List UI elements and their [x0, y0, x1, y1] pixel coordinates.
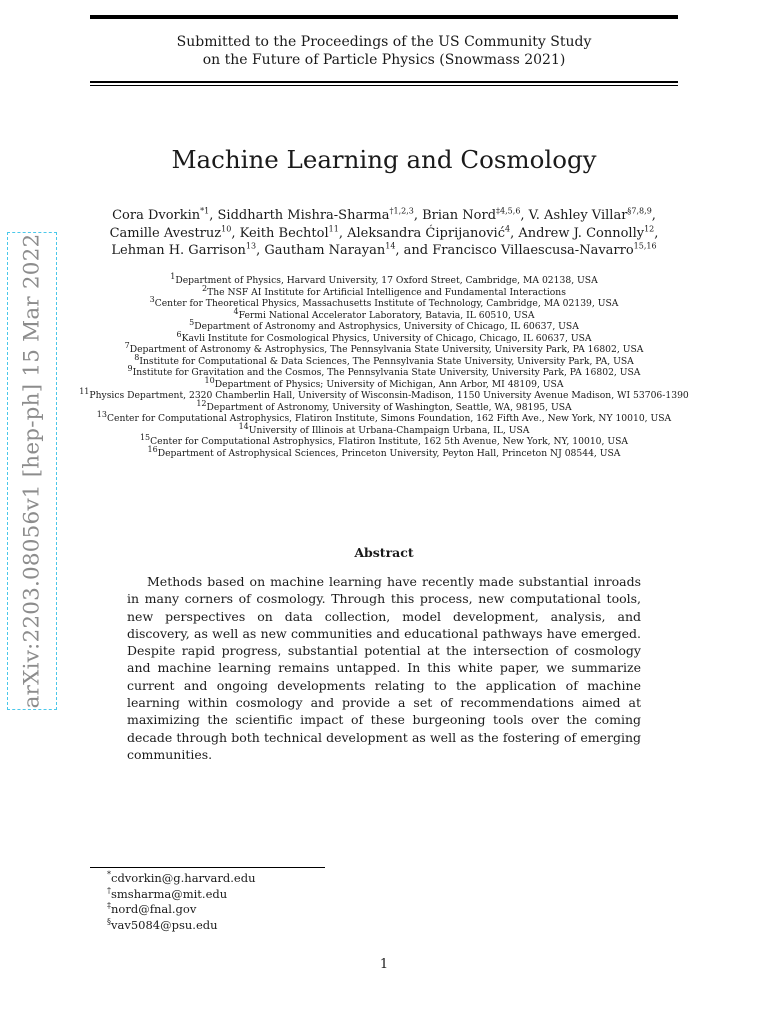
author [422, 208, 520, 223]
affiliation [60, 317, 708, 333]
affiliation-number: 14 [238, 421, 249, 431]
footnote-rule [90, 867, 325, 868]
footnote [107, 902, 256, 918]
affiliation-text: Department of Physics, Harvard University, 17 Oxford Street, Cambridge, MA 02138, USA [175, 275, 598, 286]
author [529, 208, 652, 223]
page-number: 1 [379, 957, 389, 972]
affiliation-text: Fermi National Accelerator Laboratory, Batavia, IL 60510, USA [238, 309, 535, 321]
affiliation [60, 363, 708, 379]
affiliation-number: 5 [189, 317, 195, 327]
author-name: Siddharth Mishra-Sharma [217, 208, 390, 223]
submission-line-2: on the Future of Particle Physics (Snowmass 2021) [202, 52, 566, 68]
affiliation-number: 15 [139, 432, 151, 442]
affiliation-number: 10 [204, 375, 215, 385]
footnote-email[interactable]: smsharma@mit.edu [111, 886, 228, 901]
author [112, 208, 209, 223]
abstract-heading: Abstract [354, 545, 414, 560]
author-name: Gautham Narayan [264, 243, 386, 258]
author-affiliation-marks: §7,8,9 [627, 206, 652, 216]
affiliation-text: Institute for Computational & Data Sciences, The Pennsylvania State University, University Park, PA, USA [139, 355, 634, 367]
author [264, 243, 395, 258]
affiliation-number: 16 [147, 444, 158, 454]
author [347, 226, 510, 241]
affiliation-number: 9 [127, 363, 133, 373]
affiliation-text: Center for Computational Astrophysics, Flatiron Institute, Simons Foundation, 162 Fifth Ave., New York, NY 10010, USA [106, 413, 672, 424]
affiliation-text: Department of Astronomy, University of Washington, Seattle, WA, 98195, USA [206, 401, 572, 413]
author [432, 243, 656, 258]
footnote-list [107, 871, 256, 933]
footnote [107, 918, 256, 934]
arxiv-identifier[interactable]: arXiv:2203.08056v1 [hep-ph] 15 Mar 2022 [19, 233, 45, 709]
affiliation [60, 340, 708, 356]
author [218, 208, 414, 223]
affiliation-number: 12 [196, 398, 207, 408]
author-affiliation-marks: 15,16 [633, 241, 657, 251]
submission-line-1: Submitted to the Proceedings of the US Community Study [176, 34, 592, 50]
affiliation [60, 306, 708, 322]
author-name: Andrew J. Connolly [518, 225, 645, 241]
affiliation [60, 409, 708, 425]
footnote-mark: * [107, 870, 111, 880]
affiliation [60, 398, 708, 414]
author [111, 243, 256, 258]
author-affiliation-marks: 14 [385, 241, 396, 251]
affiliation-text: University of Illinois at Urbana-Champaign Urbana, IL, USA [248, 424, 530, 436]
affiliation-number: 2 [202, 283, 208, 293]
affiliation-number: 8 [134, 352, 140, 362]
author-affiliation-marks: *1 [200, 206, 210, 216]
affiliation-number: 7 [124, 340, 130, 350]
affiliation-number: 6 [176, 329, 182, 339]
author [110, 226, 232, 241]
footnote-email[interactable]: nord@fnal.gov [111, 902, 197, 916]
affiliation [60, 294, 708, 310]
affiliation-text: Institute for Gravitation and the Cosmos, The Pennsylvania State University, University Park, PA 16802, USA [132, 367, 641, 378]
paper-title: Machine Learning and Cosmology [171, 145, 597, 174]
affiliation [60, 421, 708, 437]
affiliation-number: 1 [170, 271, 176, 281]
author-affiliation-marks: 12 [644, 224, 655, 234]
abstract-body: Methods based on machine learning have recently made substantial inroads in many corners of cosmology. Through this process, new computational tools, new perspectives on data collection, model development, analysis, and discovery, as well as new communities and educational pathways have emerged. Despite rapid progress, substantial potential at the intersection of cosmology and machine learning remains untapped. In this white paper, we summarize current and ongoing developments relating to the application of machine learning within cosmology and provide a set of recommendations aimed at maximizing the scientific impact of these burgeoning tools over the coming decade through both technical development as well as the fostering of emerging communities. [127, 574, 641, 762]
author-affiliation-marks: 10 [221, 224, 232, 234]
arxiv-stamp[interactable] [7, 232, 57, 710]
affiliation-text: Kavli Institute for Cosmological Physics, University of Chicago, Chicago, IL 60637, USA [181, 332, 592, 344]
affiliation-text: Physics Department, 2320 Chamberlin Hall, University of Wisconsin-Madison, 1150 University Avenue Madison, WI 53706-1390 [89, 390, 689, 401]
affiliation-text: Department of Astronomy & Astrophysics, The Pennsylvania State University, University Park, PA 16802, USA [129, 344, 644, 355]
footnote-email[interactable]: cdvorkin@g.harvard.edu [111, 871, 256, 885]
footnote-email[interactable]: vav5084@psu.edu [111, 917, 218, 932]
author-name: Keith Bechtol [239, 225, 329, 241]
affiliation [60, 283, 708, 299]
affiliation [60, 352, 708, 368]
author-name: Aleksandra Ćiprijanović [347, 225, 505, 241]
author-list: Cora Dvorkin$^{*1}$, Siddharth Mishra-Sharma$^{\dagger 1,2,3}$, Brian Nord$^{\ddagger 4,5,6}$, V. Ashley Villar$^{\S 7,8,9}$, Camille Avestruz$^{10}$, Keith Bechtol$^{11}$, Aleksandra Ćiprijanović$^4$, Andrew J. Connolly$^{12}$, Lehman H. Garrison$^{13}$, Gautham Narayan$^{14}$, and Francisco Villaescusa-Navarro$^{15,16}$ [109, 206, 659, 258]
author-name: Brian Nord [422, 208, 497, 223]
affiliation [60, 386, 708, 402]
footnote [107, 871, 256, 887]
author-affiliation-marks: 11 [328, 224, 339, 234]
footnote-mark: § [107, 916, 111, 926]
author [518, 226, 654, 241]
affiliation [60, 329, 708, 345]
author-affiliation-marks: ‡4,5,6 [496, 206, 521, 216]
affiliation-number: 3 [149, 294, 155, 304]
affiliation-text: Department of Astronomy and Astrophysics, University of Chicago, IL 60637, USA [194, 321, 579, 332]
footnote-mark: † [107, 885, 111, 895]
footnote-mark: ‡ [107, 901, 111, 911]
affiliation-text: The NSF AI Institute for Artificial Intelligence and Fundamental Interactions [207, 286, 566, 298]
affiliation-text: Department of Astrophysical Sciences, Princeton University, Peyton Hall, Princeton NJ 08544, USA [157, 447, 621, 459]
author-name: Lehman H. Garrison [111, 243, 246, 258]
author-name: V. Ashley Villar [528, 208, 628, 223]
affiliation [60, 444, 708, 460]
affiliation-text: Center for Theoretical Physics, Massachusetts Institute of Technology, Cambridge, MA 02139, USA [154, 298, 619, 309]
header-rule-thick [90, 81, 678, 83]
author-affiliation-marks: 13 [245, 241, 257, 251]
affiliation [60, 271, 708, 287]
footnote [107, 887, 256, 903]
author-affiliation-marks: 4 [505, 224, 511, 234]
top-rule [90, 15, 678, 19]
header-rule-thin [90, 85, 678, 86]
affiliation [60, 375, 708, 391]
author-name: Francisco Villaescusa-Navarro [432, 243, 634, 258]
author [240, 226, 339, 241]
author-name: Cora Dvorkin [112, 208, 201, 223]
affiliation-text: Department of Physics; University of Michigan, Ann Arbor, MI 48109, USA [214, 378, 564, 390]
author-name: Camille Avestruz [109, 225, 222, 241]
affiliation-list [60, 271, 708, 459]
affiliation-number: 13 [96, 409, 107, 419]
author-affiliation-marks: †1,2,3 [389, 206, 414, 216]
affiliation-number: 11 [79, 386, 90, 396]
affiliation-text: Center for Computational Astrophysics, Flatiron Institute, 162 5th Avenue, New York, NY, 10010, USA [150, 436, 629, 447]
affiliation-number: 4 [233, 306, 239, 316]
submission-header [90, 33, 678, 69]
